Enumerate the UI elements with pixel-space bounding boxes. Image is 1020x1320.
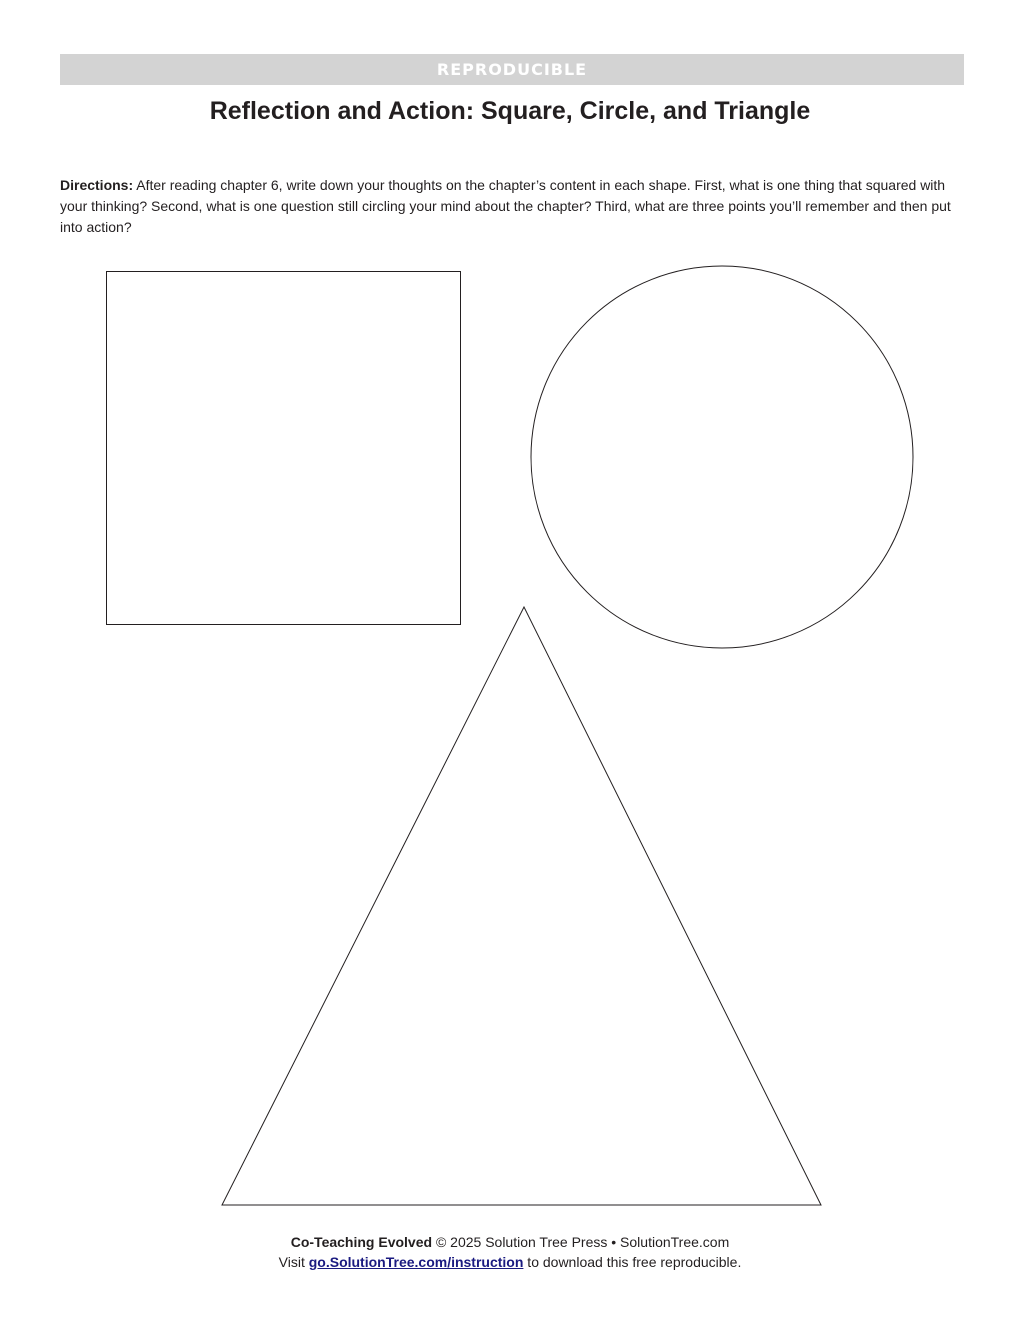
directions-label: Directions: bbox=[60, 177, 134, 193]
square-shape bbox=[107, 272, 461, 625]
footer-visit-line bbox=[0, 1252, 1020, 1272]
footer-book-title: Co-Teaching Evolved bbox=[290, 1234, 433, 1250]
directions-text: After reading chapter 6, write down your thoughts on the chapter’s content in each shape. First, what is one thing that squared with your thinking? Second, what is one question still circling your mind about the chapter? Third, what are three points you’ll remember and then put into action? bbox=[60, 177, 951, 235]
page-footer bbox=[0, 1232, 1020, 1272]
footer-visit-prefix: Visit bbox=[278, 1254, 309, 1270]
triangle-shape bbox=[222, 607, 821, 1205]
circle-shape bbox=[531, 266, 913, 648]
footer-visit-suffix: to download this free reproducible. bbox=[523, 1254, 742, 1270]
footer-link[interactable]: go.SolutionTree.com/instruction bbox=[308, 1254, 524, 1270]
footer-copyright: © 2025 Solution Tree Press • SolutionTree.com bbox=[432, 1234, 730, 1250]
page-title: Reflection and Action: Square, Circle, and Triangle bbox=[209, 97, 811, 125]
footer-copyright-line bbox=[0, 1232, 1020, 1252]
banner-label: REPRODUCIBLE bbox=[436, 60, 588, 79]
